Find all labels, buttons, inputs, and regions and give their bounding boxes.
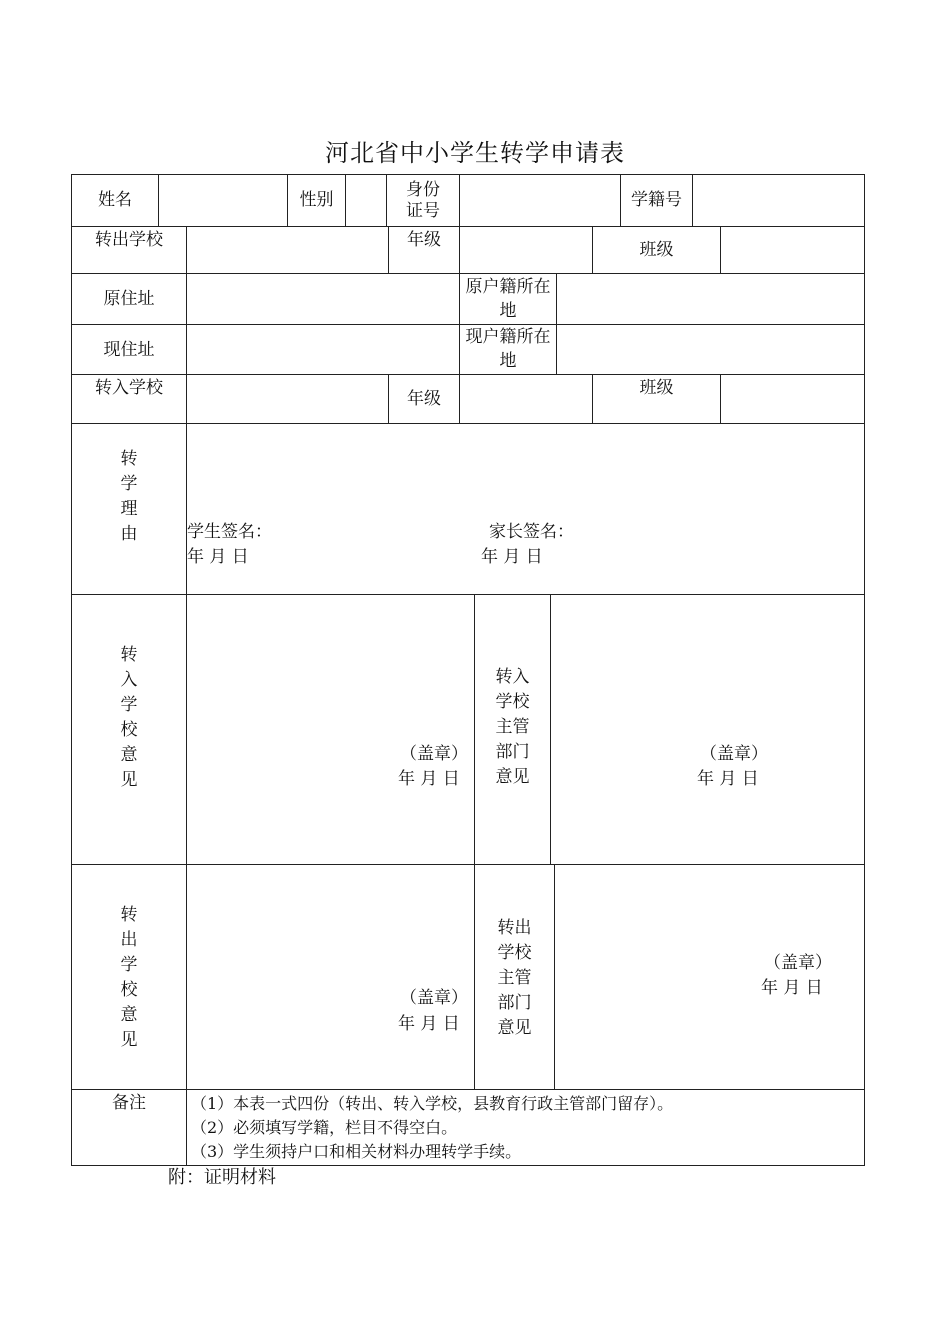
from-grade-label: 年级 (407, 230, 441, 250)
student-no-field[interactable] (693, 175, 864, 226)
in-school-opinion-field[interactable] (187, 595, 474, 864)
gender-label: 性别 (299, 190, 334, 210)
out-school-seal: （盖章） (400, 988, 468, 1008)
remarks-label: 备注 (112, 1093, 146, 1113)
student-signature-date: 年 月 日 (187, 547, 249, 567)
out-school-date: 年 月 日 (398, 1014, 460, 1034)
old-address-field[interactable] (187, 274, 459, 324)
reason-field[interactable] (187, 424, 864, 516)
attachment-note: 附：证明材料 (168, 1167, 276, 1188)
form-title: 河北省中小学生转学申请表 (325, 139, 625, 167)
out-dept-seal: （盖章） (764, 953, 832, 973)
to-class-field[interactable] (721, 375, 864, 423)
from-school-field[interactable] (187, 227, 388, 273)
from-class-field[interactable] (721, 227, 864, 273)
id-number-field[interactable] (460, 175, 620, 226)
student-signature-label: 学生签名： (187, 522, 272, 542)
in-dept-seal: （盖章） (700, 744, 768, 764)
remarks-item: （1）本表一式四份（转出、转入学校，县教育行政主管部门留存）。 (191, 1094, 674, 1113)
from-school-label: 转出学校 (95, 230, 163, 250)
in-dept-date: 年 月 日 (697, 769, 759, 789)
from-grade-field[interactable] (460, 227, 592, 273)
remarks-item: （2）必须填写学籍，栏目不得空白。 (191, 1118, 458, 1137)
old-hukou-label-line2: 地 (499, 301, 517, 321)
in-school-opinion-label: 转 入 学 校 意 见 (120, 645, 138, 790)
out-dept-date: 年 月 日 (761, 978, 823, 998)
gender-field[interactable] (346, 175, 386, 226)
parent-signature-date: 年 月 日 (481, 547, 543, 567)
in-dept-opinion-label: 转入 学校 主管 部门 意见 (495, 667, 530, 787)
new-hukou-label-line2: 地 (499, 351, 517, 371)
new-hukou-field[interactable] (557, 325, 864, 374)
name-field[interactable] (159, 175, 287, 226)
old-hukou-field[interactable] (557, 274, 864, 324)
in-dept-opinion-field[interactable] (551, 595, 864, 864)
name-label: 姓名 (98, 190, 132, 210)
to-grade-label: 年级 (407, 389, 441, 409)
old-hukou-label-line1: 原户籍所在 (465, 277, 551, 297)
reason-label: 转 学 理 由 (120, 449, 138, 544)
out-school-opinion-label: 转 出 学 校 意 见 (120, 905, 138, 1050)
id-label-line2: 证号 (406, 201, 440, 221)
to-school-label: 转入学校 (95, 378, 163, 398)
new-address-label: 现住址 (103, 340, 155, 360)
remarks-item: （3）学生须持户口和相关材料办理转学手续。 (191, 1142, 522, 1161)
new-hukou-label-line1: 现户籍所在 (465, 327, 551, 347)
id-label-line1: 身份 (406, 180, 440, 200)
new-address-field[interactable] (187, 325, 459, 374)
to-class-label: 班级 (639, 378, 674, 398)
in-school-seal: （盖章） (400, 744, 468, 764)
old-address-label: 原住址 (103, 289, 155, 309)
to-grade-field[interactable] (460, 375, 592, 423)
student-no-label: 学籍号 (631, 190, 682, 210)
in-school-date: 年 月 日 (398, 769, 460, 789)
out-school-opinion-field[interactable] (187, 865, 474, 1089)
out-dept-opinion-label: 转出 学校 主管 部门 意见 (497, 918, 532, 1038)
parent-signature-label: 家长签名： (489, 522, 574, 542)
from-class-label: 班级 (639, 240, 674, 260)
to-school-field[interactable] (187, 375, 388, 423)
